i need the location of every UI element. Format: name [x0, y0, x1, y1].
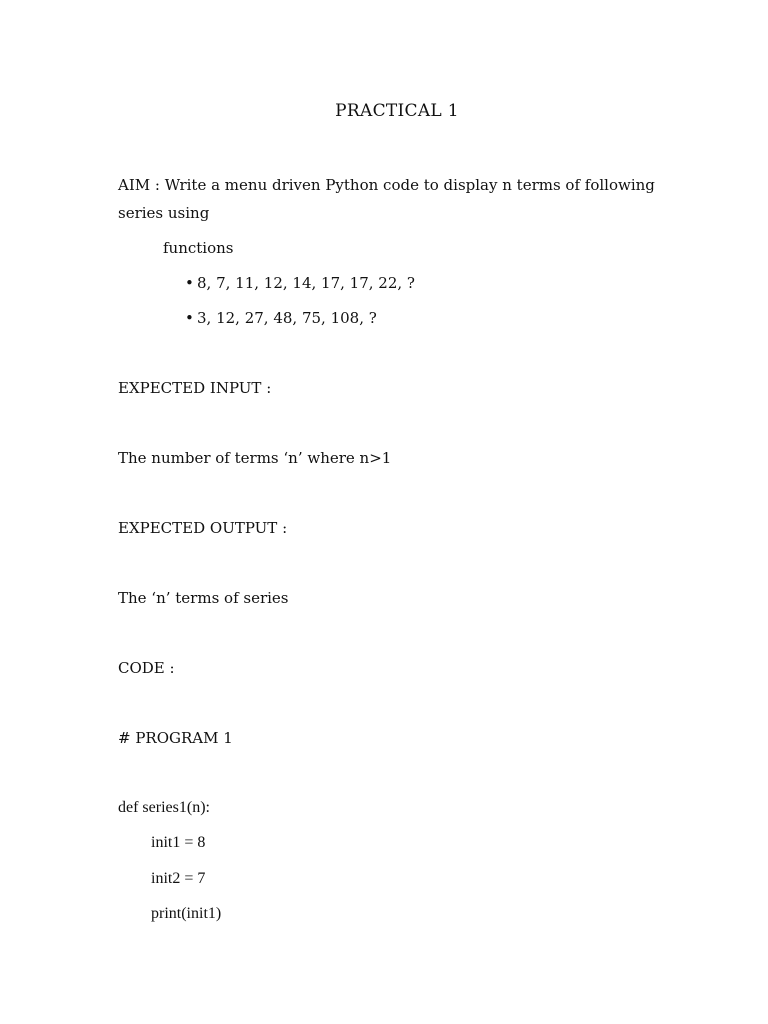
aim-line-2: series using: [118, 204, 210, 222]
expected-output-text: The ‘n’ terms of series: [118, 589, 289, 607]
code-line-init2: init2 = 7: [151, 870, 206, 887]
program-comment: # PROGRAM 1: [118, 729, 233, 747]
code-line-print: print(init1): [151, 905, 222, 922]
bullet-icon: •: [185, 309, 194, 327]
expected-input-heading: EXPECTED INPUT :: [118, 379, 272, 397]
series-bullet-1: [185, 273, 415, 293]
expected-output-heading: EXPECTED OUTPUT :: [118, 519, 288, 537]
aim-line-3: functions: [163, 239, 234, 257]
page-title: PRACTICAL 1: [335, 101, 459, 121]
series-bullet-2: [185, 308, 377, 328]
code-line-init1: init1 = 8: [151, 834, 206, 851]
bullet-text: 3, 12, 27, 48, 75, 108, ?: [197, 309, 377, 327]
aim-line-1: AIM : Write a menu driven Python code to display n terms of following: [118, 176, 655, 194]
bullet-icon: •: [185, 274, 194, 292]
code-heading: CODE :: [118, 659, 175, 677]
expected-input-text: The number of terms ‘n’ where n>1: [118, 449, 392, 467]
bullet-text: 8, 7, 11, 12, 14, 17, 17, 22, ?: [197, 274, 415, 292]
code-line-def: def series1(n):: [118, 799, 210, 816]
